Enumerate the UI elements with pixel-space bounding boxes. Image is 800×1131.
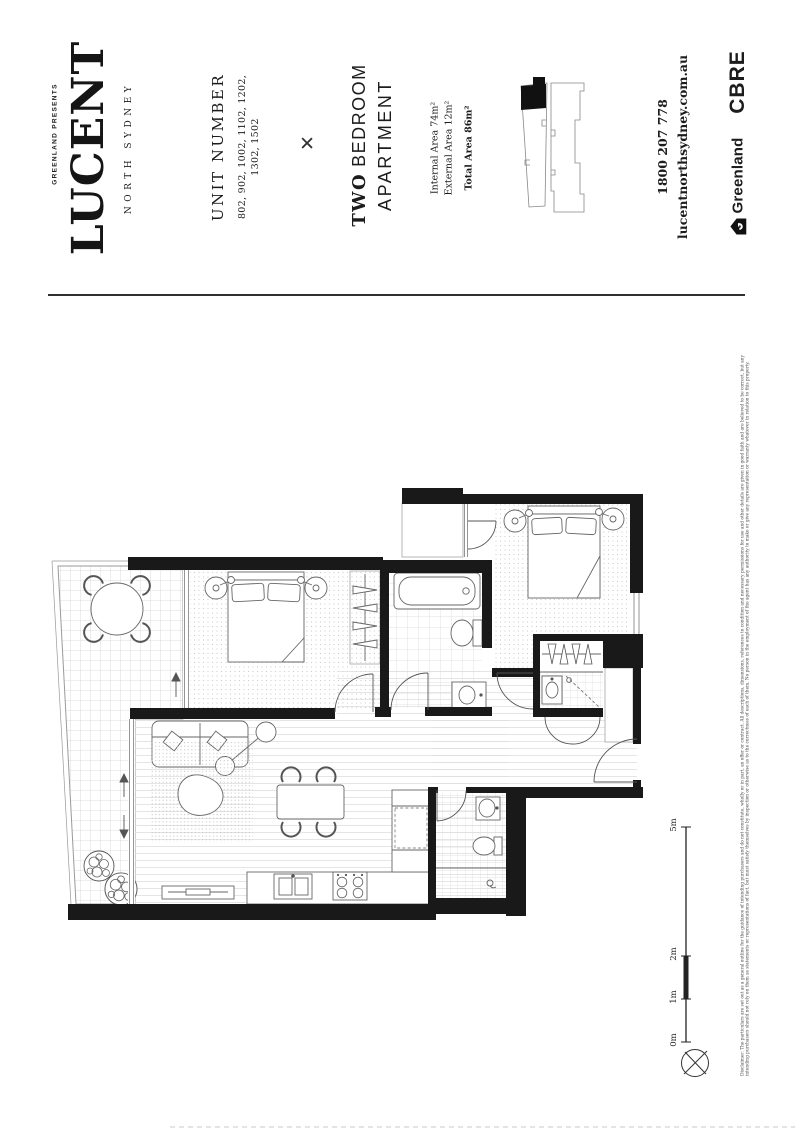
contact-phone[interactable]: 1800 207 778: [655, 99, 670, 195]
services-shaft: [605, 668, 633, 742]
disclaimer-text: Disclaimer: The particulars are set out as a general outline for the guidance of intending purchasers and do not constitute, wholly or in part, an offer or contract. All descriptions, dimensions, references to condition and necessary permissions for use and other details are given in good faith and are believed to be correct, but any intending purchasers should not rely on them as statements or representations of fact, but must satisfy themselves by inspection or otherwise as to the correctness of each of them. No person in the employment of the agent has any authority to make or give any representation or warranty whatever in relation to this property.: [740, 355, 751, 1076]
scale-label-5m: 5m: [669, 818, 679, 832]
key-plan: [521, 77, 584, 212]
cbre-logo: CBRE: [725, 50, 749, 114]
unit-number-label: UNIT NUMBER: [208, 72, 227, 222]
scale-label-2m: 2m: [669, 947, 679, 961]
presents-tagline: GREENLAND PRESENTS: [51, 83, 59, 185]
apartment-type-strong: TWO: [348, 172, 370, 227]
tv-unit: [162, 886, 234, 899]
unit-numbers-line1: 802, 902, 1002, 1102, 1202,: [237, 74, 249, 220]
total-area: Total Area 86m²: [463, 105, 475, 191]
separator-x-icon: ✕: [297, 135, 320, 151]
north-compass-icon: [682, 1050, 709, 1077]
brand-logo-text: LUCENT: [63, 40, 115, 256]
scale-label-1m: 1m: [669, 990, 679, 1004]
contact-website[interactable]: lucentnorthsydney.com.au: [675, 54, 690, 240]
greenland-logo-text: Greenland: [729, 137, 747, 214]
apartment-type-line2: APARTMENT: [374, 79, 395, 211]
external-area: External Area 12m²: [443, 100, 455, 196]
unit-numbers-line2: 1302, 1502: [250, 118, 262, 176]
apartment-type-rest: BEDROOM: [348, 63, 369, 167]
key-plan-unit-marker: [521, 84, 546, 110]
scale-bar: [669, 818, 691, 1046]
internal-area: Internal Area 74m²: [429, 101, 441, 195]
scale-label-0m: 0m: [669, 1033, 679, 1047]
store-room: [402, 503, 463, 557]
brand-subtitle: NORTH SYDNEY: [123, 81, 134, 215]
